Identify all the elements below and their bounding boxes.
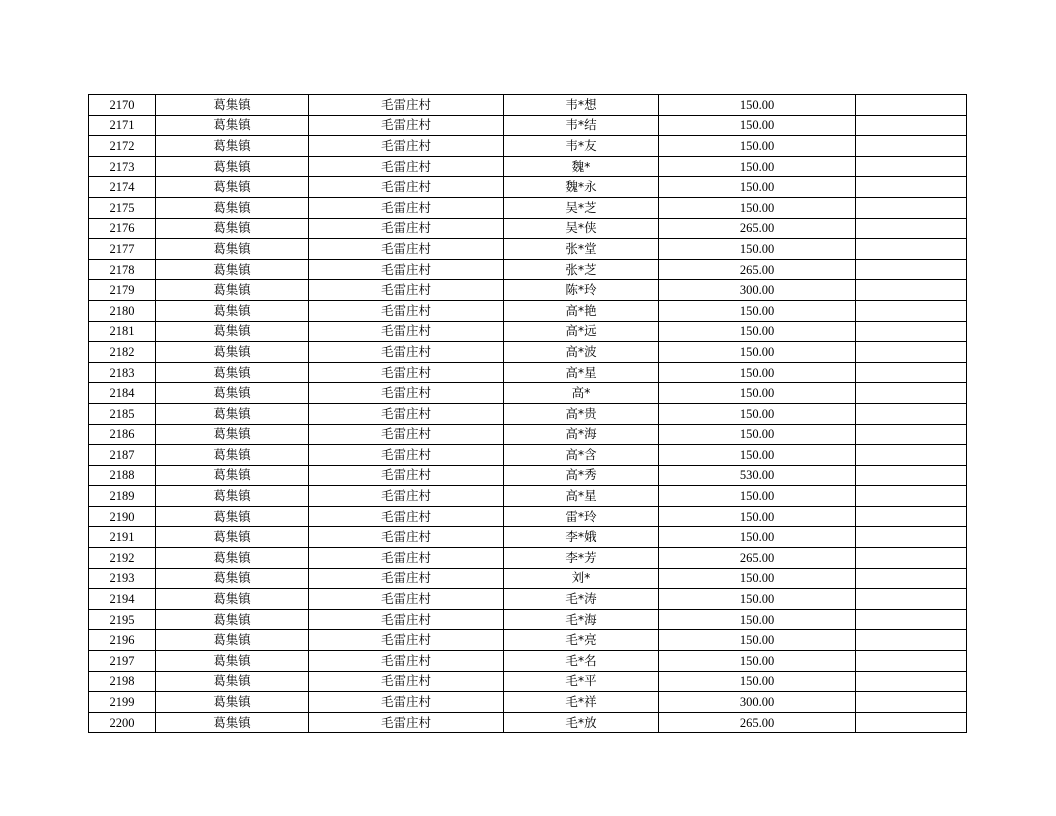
cell-amount: 300.00	[659, 692, 856, 713]
cell-note	[856, 362, 967, 383]
cell-village: 毛雷庄村	[309, 712, 504, 733]
cell-village: 毛雷庄村	[309, 280, 504, 301]
table-row	[89, 95, 967, 116]
cell-index: 2192	[89, 548, 156, 569]
cell-town: 葛集镇	[156, 609, 309, 630]
cell-village: 毛雷庄村	[309, 321, 504, 342]
cell-amount: 150.00	[659, 115, 856, 136]
cell-name: 刘*	[504, 568, 659, 589]
table-body	[89, 95, 967, 733]
cell-note	[856, 280, 967, 301]
cell-amount: 150.00	[659, 197, 856, 218]
cell-index: 2172	[89, 136, 156, 157]
cell-name: 毛*平	[504, 671, 659, 692]
cell-town: 葛集镇	[156, 156, 309, 177]
cell-name: 陈*玲	[504, 280, 659, 301]
cell-index: 2193	[89, 568, 156, 589]
cell-index: 2196	[89, 630, 156, 651]
cell-name: 高*秀	[504, 465, 659, 486]
cell-name: 高*波	[504, 342, 659, 363]
cell-amount: 150.00	[659, 506, 856, 527]
cell-village: 毛雷庄村	[309, 445, 504, 466]
cell-index: 2195	[89, 609, 156, 630]
cell-name: 高*贵	[504, 403, 659, 424]
table-container	[88, 94, 936, 733]
cell-index: 2179	[89, 280, 156, 301]
cell-index: 2199	[89, 692, 156, 713]
cell-name: 毛*海	[504, 609, 659, 630]
cell-note	[856, 259, 967, 280]
cell-index: 2181	[89, 321, 156, 342]
cell-note	[856, 424, 967, 445]
payment-table	[88, 94, 967, 733]
cell-index: 2184	[89, 383, 156, 404]
table-row	[89, 465, 967, 486]
cell-amount: 150.00	[659, 589, 856, 610]
table-row	[89, 156, 967, 177]
cell-index: 2176	[89, 218, 156, 239]
cell-town: 葛集镇	[156, 177, 309, 198]
cell-index: 2197	[89, 651, 156, 672]
cell-index: 2174	[89, 177, 156, 198]
cell-amount: 150.00	[659, 342, 856, 363]
cell-town: 葛集镇	[156, 445, 309, 466]
table-row	[89, 136, 967, 157]
cell-town: 葛集镇	[156, 527, 309, 548]
cell-name: 高*远	[504, 321, 659, 342]
cell-amount: 150.00	[659, 95, 856, 116]
cell-village: 毛雷庄村	[309, 156, 504, 177]
table-row	[89, 403, 967, 424]
cell-note	[856, 651, 967, 672]
cell-village: 毛雷庄村	[309, 609, 504, 630]
cell-town: 葛集镇	[156, 239, 309, 260]
cell-name: 高*含	[504, 445, 659, 466]
cell-village: 毛雷庄村	[309, 465, 504, 486]
cell-index: 2190	[89, 506, 156, 527]
cell-town: 葛集镇	[156, 712, 309, 733]
cell-village: 毛雷庄村	[309, 218, 504, 239]
table-row	[89, 506, 967, 527]
cell-note	[856, 630, 967, 651]
cell-note	[856, 486, 967, 507]
cell-village: 毛雷庄村	[309, 95, 504, 116]
table-row	[89, 362, 967, 383]
cell-amount: 150.00	[659, 527, 856, 548]
table-row	[89, 609, 967, 630]
cell-village: 毛雷庄村	[309, 548, 504, 569]
cell-note	[856, 300, 967, 321]
cell-town: 葛集镇	[156, 465, 309, 486]
cell-note	[856, 548, 967, 569]
cell-village: 毛雷庄村	[309, 424, 504, 445]
cell-index: 2194	[89, 589, 156, 610]
cell-name: 高*星	[504, 486, 659, 507]
cell-name: 李*娥	[504, 527, 659, 548]
cell-index: 2175	[89, 197, 156, 218]
table-row	[89, 177, 967, 198]
cell-town: 葛集镇	[156, 486, 309, 507]
cell-note	[856, 692, 967, 713]
cell-village: 毛雷庄村	[309, 115, 504, 136]
cell-village: 毛雷庄村	[309, 589, 504, 610]
cell-amount: 530.00	[659, 465, 856, 486]
cell-town: 葛集镇	[156, 95, 309, 116]
cell-name: 高*海	[504, 424, 659, 445]
table-row	[89, 486, 967, 507]
table-row	[89, 115, 967, 136]
table-row	[89, 424, 967, 445]
cell-amount: 150.00	[659, 651, 856, 672]
cell-amount: 150.00	[659, 239, 856, 260]
cell-index: 2182	[89, 342, 156, 363]
cell-name: 高*星	[504, 362, 659, 383]
cell-name: 魏*	[504, 156, 659, 177]
cell-amount: 150.00	[659, 383, 856, 404]
table-row	[89, 342, 967, 363]
cell-village: 毛雷庄村	[309, 342, 504, 363]
cell-amount: 150.00	[659, 671, 856, 692]
cell-town: 葛集镇	[156, 321, 309, 342]
cell-note	[856, 177, 967, 198]
cell-village: 毛雷庄村	[309, 177, 504, 198]
cell-village: 毛雷庄村	[309, 630, 504, 651]
cell-town: 葛集镇	[156, 300, 309, 321]
cell-amount: 150.00	[659, 300, 856, 321]
cell-name: 吴*侠	[504, 218, 659, 239]
table-row	[89, 671, 967, 692]
cell-note	[856, 239, 967, 260]
cell-note	[856, 197, 967, 218]
cell-note	[856, 589, 967, 610]
cell-name: 张*堂	[504, 239, 659, 260]
cell-note	[856, 527, 967, 548]
cell-amount: 265.00	[659, 548, 856, 569]
cell-name: 吴*芝	[504, 197, 659, 218]
cell-index: 2187	[89, 445, 156, 466]
cell-amount: 150.00	[659, 156, 856, 177]
cell-amount: 150.00	[659, 445, 856, 466]
cell-village: 毛雷庄村	[309, 568, 504, 589]
cell-village: 毛雷庄村	[309, 239, 504, 260]
cell-note	[856, 95, 967, 116]
cell-index: 2191	[89, 527, 156, 548]
cell-town: 葛集镇	[156, 362, 309, 383]
cell-index: 2189	[89, 486, 156, 507]
cell-town: 葛集镇	[156, 568, 309, 589]
cell-note	[856, 506, 967, 527]
cell-note	[856, 403, 967, 424]
cell-note	[856, 712, 967, 733]
cell-town: 葛集镇	[156, 383, 309, 404]
cell-town: 葛集镇	[156, 115, 309, 136]
cell-amount: 150.00	[659, 609, 856, 630]
cell-village: 毛雷庄村	[309, 486, 504, 507]
cell-index: 2177	[89, 239, 156, 260]
cell-index: 2178	[89, 259, 156, 280]
table-row	[89, 259, 967, 280]
cell-town: 葛集镇	[156, 342, 309, 363]
table-row	[89, 280, 967, 301]
cell-name: 韦*友	[504, 136, 659, 157]
table-row	[89, 218, 967, 239]
cell-index: 2180	[89, 300, 156, 321]
cell-amount: 265.00	[659, 712, 856, 733]
cell-name: 魏*永	[504, 177, 659, 198]
cell-name: 毛*亮	[504, 630, 659, 651]
cell-town: 葛集镇	[156, 259, 309, 280]
cell-village: 毛雷庄村	[309, 506, 504, 527]
cell-village: 毛雷庄村	[309, 383, 504, 404]
cell-name: 雷*玲	[504, 506, 659, 527]
table-row	[89, 630, 967, 651]
cell-index: 2183	[89, 362, 156, 383]
cell-village: 毛雷庄村	[309, 362, 504, 383]
cell-amount: 150.00	[659, 568, 856, 589]
cell-note	[856, 218, 967, 239]
cell-name: 高*	[504, 383, 659, 404]
cell-town: 葛集镇	[156, 218, 309, 239]
cell-index: 2171	[89, 115, 156, 136]
cell-index: 2173	[89, 156, 156, 177]
cell-town: 葛集镇	[156, 692, 309, 713]
cell-village: 毛雷庄村	[309, 651, 504, 672]
cell-name: 毛*放	[504, 712, 659, 733]
cell-amount: 300.00	[659, 280, 856, 301]
cell-town: 葛集镇	[156, 671, 309, 692]
table-row	[89, 651, 967, 672]
cell-amount: 150.00	[659, 630, 856, 651]
table-row	[89, 239, 967, 260]
cell-town: 葛集镇	[156, 651, 309, 672]
cell-town: 葛集镇	[156, 424, 309, 445]
cell-village: 毛雷庄村	[309, 671, 504, 692]
cell-note	[856, 383, 967, 404]
cell-name: 韦*结	[504, 115, 659, 136]
cell-village: 毛雷庄村	[309, 197, 504, 218]
cell-town: 葛集镇	[156, 136, 309, 157]
cell-note	[856, 115, 967, 136]
table-row	[89, 712, 967, 733]
table-row	[89, 692, 967, 713]
table-row	[89, 321, 967, 342]
table-row	[89, 197, 967, 218]
table-row	[89, 527, 967, 548]
table-row	[89, 548, 967, 569]
cell-index: 2188	[89, 465, 156, 486]
cell-amount: 150.00	[659, 321, 856, 342]
cell-note	[856, 156, 967, 177]
cell-note	[856, 321, 967, 342]
cell-note	[856, 465, 967, 486]
cell-village: 毛雷庄村	[309, 136, 504, 157]
cell-note	[856, 671, 967, 692]
cell-village: 毛雷庄村	[309, 527, 504, 548]
table-row	[89, 383, 967, 404]
table-row	[89, 445, 967, 466]
cell-town: 葛集镇	[156, 280, 309, 301]
cell-amount: 150.00	[659, 424, 856, 445]
cell-village: 毛雷庄村	[309, 692, 504, 713]
cell-note	[856, 445, 967, 466]
cell-village: 毛雷庄村	[309, 259, 504, 280]
cell-town: 葛集镇	[156, 506, 309, 527]
cell-town: 葛集镇	[156, 197, 309, 218]
cell-village: 毛雷庄村	[309, 300, 504, 321]
cell-village: 毛雷庄村	[309, 403, 504, 424]
cell-name: 韦*想	[504, 95, 659, 116]
cell-index: 2186	[89, 424, 156, 445]
cell-index: 2170	[89, 95, 156, 116]
cell-amount: 150.00	[659, 486, 856, 507]
cell-note	[856, 136, 967, 157]
cell-note	[856, 568, 967, 589]
cell-amount: 150.00	[659, 362, 856, 383]
cell-index: 2185	[89, 403, 156, 424]
cell-note	[856, 609, 967, 630]
cell-name: 高*艳	[504, 300, 659, 321]
cell-amount: 150.00	[659, 177, 856, 198]
cell-town: 葛集镇	[156, 630, 309, 651]
cell-name: 毛*名	[504, 651, 659, 672]
cell-town: 葛集镇	[156, 589, 309, 610]
cell-amount: 265.00	[659, 218, 856, 239]
cell-name: 张*芝	[504, 259, 659, 280]
cell-name: 李*芳	[504, 548, 659, 569]
cell-town: 葛集镇	[156, 548, 309, 569]
cell-amount: 150.00	[659, 403, 856, 424]
table-row	[89, 300, 967, 321]
cell-town: 葛集镇	[156, 403, 309, 424]
cell-name: 毛*祥	[504, 692, 659, 713]
cell-amount: 150.00	[659, 136, 856, 157]
table-row	[89, 568, 967, 589]
cell-amount: 265.00	[659, 259, 856, 280]
cell-index: 2198	[89, 671, 156, 692]
cell-note	[856, 342, 967, 363]
table-row	[89, 589, 967, 610]
cell-index: 2200	[89, 712, 156, 733]
cell-name: 毛*涛	[504, 589, 659, 610]
